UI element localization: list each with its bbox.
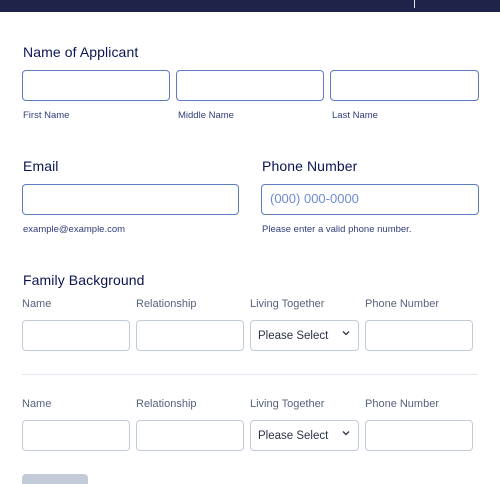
chevron-down-icon — [341, 328, 351, 338]
middle-name-input[interactable] — [176, 70, 324, 101]
family-name-input[interactable] — [22, 420, 130, 451]
first-name-input[interactable] — [22, 70, 170, 101]
family-name-input[interactable] — [22, 320, 130, 351]
row-divider — [22, 374, 478, 375]
column-header-name: Name — [22, 398, 52, 410]
living-together-select[interactable] — [250, 320, 359, 351]
column-header-relationship: Relationship — [136, 298, 197, 310]
add-row-button[interactable] — [22, 474, 88, 484]
middle-name-sublabel: Middle Name — [178, 110, 234, 121]
column-header-relationship: Relationship — [136, 398, 197, 410]
column-header-name: Name — [22, 298, 52, 310]
living-together-value: Please Select — [258, 330, 329, 342]
phone-number-label: Phone Number — [262, 158, 358, 174]
column-header-phone-number: Phone Number — [365, 398, 439, 410]
email-input[interactable] — [22, 184, 239, 215]
family-background-label: Family Background — [23, 272, 145, 288]
phone-sublabel: Please enter a valid phone number. — [262, 224, 412, 235]
header-divider — [414, 0, 415, 8]
column-header-living-together: Living Together — [250, 398, 325, 410]
family-phone-input[interactable] — [365, 420, 473, 451]
column-header-living-together: Living Together — [250, 298, 325, 310]
column-header-phone-number: Phone Number — [365, 298, 439, 310]
applicant-name-label: Name of Applicant — [23, 44, 139, 60]
email-label: Email — [23, 158, 59, 174]
phone-number-input[interactable] — [261, 184, 479, 215]
family-relationship-input[interactable] — [136, 420, 244, 451]
last-name-input[interactable] — [330, 70, 479, 101]
email-sublabel: example@example.com — [23, 224, 126, 235]
top-header-bar — [0, 0, 500, 12]
phone-placeholder: (000) 000-0000 — [270, 191, 359, 206]
last-name-sublabel: Last Name — [332, 110, 378, 121]
living-together-select[interactable] — [250, 420, 359, 451]
first-name-sublabel: First Name — [23, 110, 70, 121]
family-relationship-input[interactable] — [136, 320, 244, 351]
living-together-value: Please Select — [258, 430, 329, 442]
family-phone-input[interactable] — [365, 320, 473, 351]
chevron-down-icon — [341, 428, 351, 438]
